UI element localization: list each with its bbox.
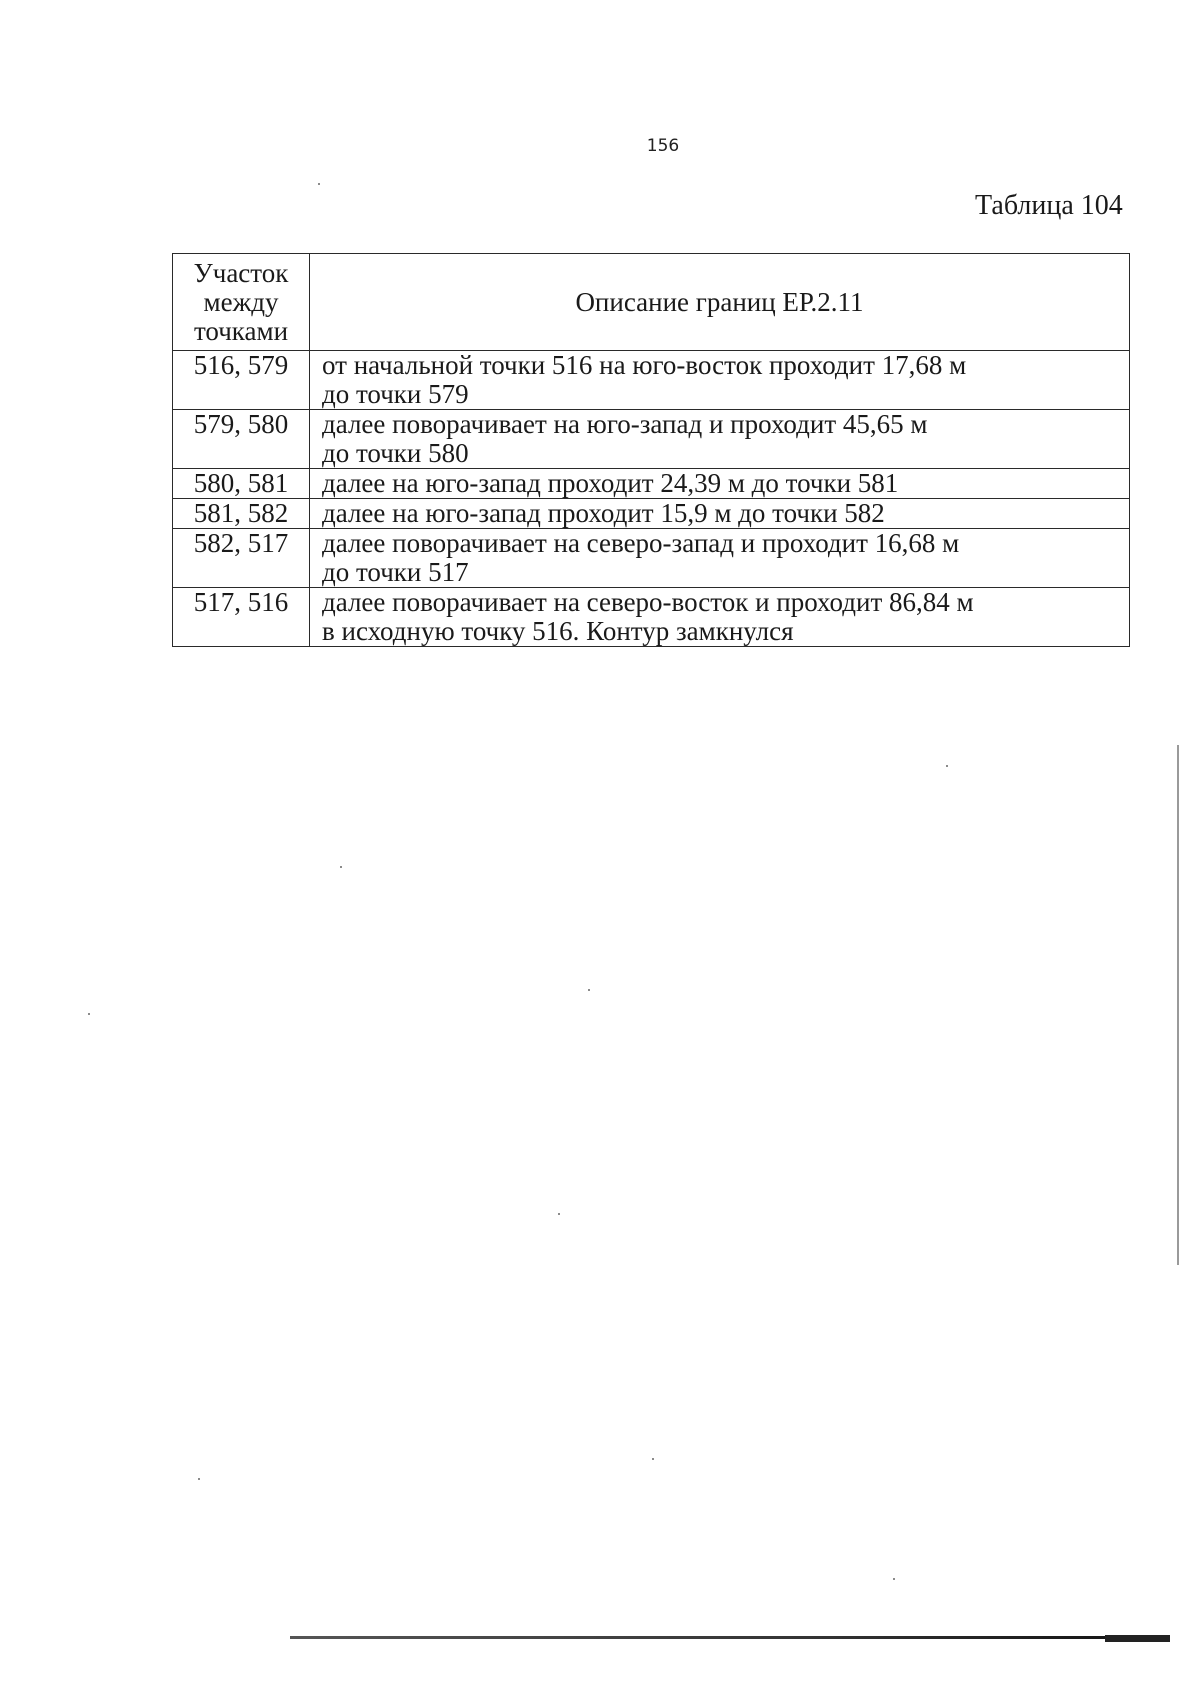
description-line: в исходную точку 516. Контур замкнулся	[322, 616, 794, 646]
description-line: от начальной точки 516 на юго-восток проходит 17,68 м	[322, 350, 967, 380]
scan-speck	[652, 1458, 654, 1460]
table-row	[173, 410, 1130, 469]
description-line: до точки 579	[322, 379, 469, 409]
scan-speck	[340, 866, 342, 868]
table-row	[173, 588, 1130, 647]
description-line: далее поворачивает на юго-запад и проходит 45,65 м	[322, 409, 928, 439]
description-line: далее поворачивает на северо-восток и проходит 86,84 м	[322, 587, 974, 617]
page-number: 156	[646, 136, 680, 156]
segment-cell: 579, 580	[173, 410, 310, 469]
description-cell	[310, 410, 1130, 469]
description-line: до точки 580	[322, 438, 469, 468]
scan-speck	[558, 1213, 560, 1215]
boundary-description-table	[172, 253, 1130, 647]
table-row	[173, 499, 1130, 529]
description-cell	[310, 529, 1130, 588]
segment-cell: 517, 516	[173, 588, 310, 647]
bottom-rule	[290, 1636, 1170, 1639]
segment-header-line-1: Участок	[193, 257, 289, 288]
scan-speck	[318, 183, 320, 185]
description-line: далее на юго-запад проходит 24,39 м до точки 581	[322, 468, 899, 498]
scan-speck	[198, 1478, 200, 1480]
description-column-header: Описание границ ЕР.2.11	[310, 254, 1130, 351]
segment-cell: 580, 581	[173, 469, 310, 499]
table-caption: Таблица 104	[975, 190, 1123, 221]
segment-column-header	[173, 254, 310, 351]
description-line: далее поворачивает на северо-запад и проходит 16,68 м	[322, 528, 960, 558]
description-cell	[310, 588, 1130, 647]
table-row	[173, 351, 1130, 410]
scan-speck	[588, 989, 590, 991]
scan-edge-line	[1177, 745, 1179, 1265]
description-cell	[310, 469, 1130, 499]
description-cell	[310, 499, 1130, 529]
table-row	[173, 529, 1130, 588]
description-cell	[310, 351, 1130, 410]
scan-speck	[946, 765, 948, 767]
table-row	[173, 469, 1130, 499]
segment-cell: 516, 579	[173, 351, 310, 410]
segment-header-line-3: точками	[193, 315, 289, 346]
table-header-row	[173, 254, 1130, 351]
description-line: далее на юго-запад проходит 15,9 м до точки 582	[322, 498, 885, 528]
segment-cell: 582, 517	[173, 529, 310, 588]
scan-speck	[88, 1013, 90, 1015]
description-line: до точки 517	[322, 557, 469, 587]
scan-speck	[893, 1578, 895, 1580]
segment-cell: 581, 582	[173, 499, 310, 529]
segment-header-line-2: между	[203, 286, 279, 317]
bottom-rule-end	[1105, 1635, 1170, 1642]
